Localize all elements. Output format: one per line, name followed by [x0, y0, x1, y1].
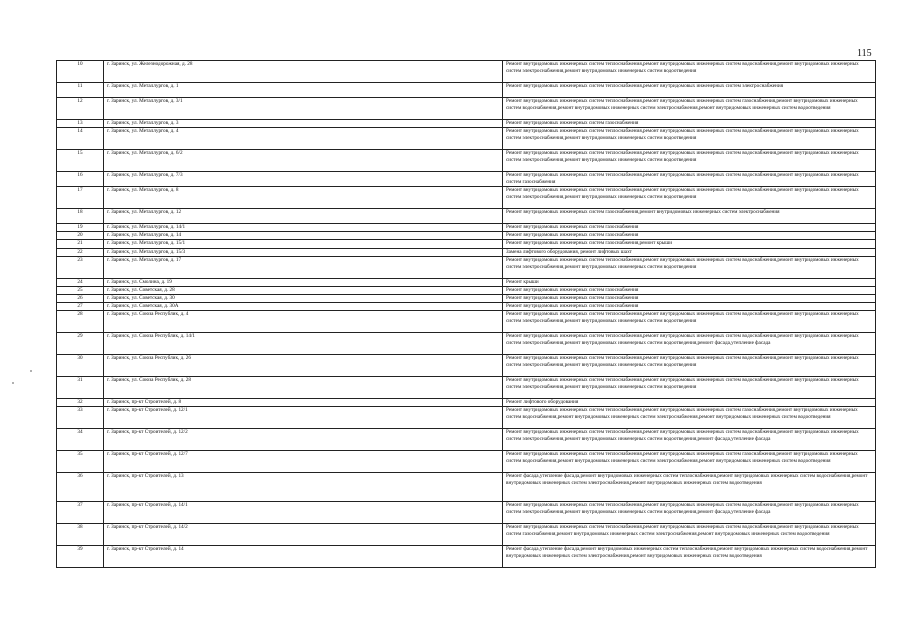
- row-works: Ремонт внутридомовых инженерных систем газоснабжения: [503, 224, 876, 232]
- works-table: [56, 60, 876, 568]
- table-row: [57, 248, 876, 256]
- row-works: Ремонт внутридомовых инженерных систем теплоснабжения,ремонт внутридомовых инженерных систем газоснабжения,ремонт внутридомовых инженерных систем водоснабжения,ремонт внутридомовых инженерных систем электроснабжения,ремонт внутридомовых инженерных систем водоотведения: [503, 407, 876, 429]
- row-address: г. Заринск, ул. Смолина, д. 19: [104, 278, 503, 286]
- row-address: г. Заринск, ул. Союза Республик, д. 26: [104, 355, 503, 377]
- row-number: 14: [57, 128, 104, 150]
- table-row: [57, 377, 876, 399]
- row-address: г. Заринск, ул. Металлургов, д. 17: [104, 256, 503, 278]
- table-row: [57, 399, 876, 407]
- table-row: [57, 333, 876, 355]
- table-row: [57, 546, 876, 568]
- table-row: [57, 473, 876, 502]
- table-row: [57, 128, 876, 150]
- row-number: 17: [57, 187, 104, 209]
- row-works: Ремонт фасада,утепление фасада,ремонт внутридомовых инженерных систем теплоснабжения,ремонт внутридомовых инженерных систем водоснабжения,ремонт внутридомовых инженерных систем электроснабжения,ремонт внутридомовых инженерных систем водоотведения: [503, 546, 876, 568]
- row-number: 26: [57, 294, 104, 302]
- row-works: Ремонт внутридомовых инженерных систем газоснабжения,ремонт внутридомовых инженерных систем электроснабжения: [503, 209, 876, 224]
- row-number: 29: [57, 333, 104, 355]
- row-address: г. Заринск, ул. Металлургов, д. 6/2: [104, 150, 503, 172]
- table-row: [57, 286, 876, 294]
- row-address: г. Заринск, ул. Металлургов, д. 15/3: [104, 248, 503, 256]
- table-row: [57, 172, 876, 187]
- table-row: [57, 429, 876, 451]
- table-row: [57, 524, 876, 546]
- row-number: 11: [57, 83, 104, 98]
- row-address: г. Заринск, пр-кт Строителей, д. 12/1: [104, 407, 503, 429]
- page-number: 115: [857, 48, 872, 59]
- row-works: Ремонт внутридомовых инженерных систем газоснабжения: [503, 302, 876, 310]
- row-number: 20: [57, 232, 104, 240]
- row-works: Ремонт внутридомовых инженерных систем газоснабжения: [503, 286, 876, 294]
- row-address: г. Заринск, ул. Железнодорожная, д. 28: [104, 61, 503, 83]
- table-row: [57, 311, 876, 333]
- row-number: 34: [57, 429, 104, 451]
- row-works: Замена лифтового оборудования, ремонт лифтовых шахт: [503, 248, 876, 256]
- row-number: 25: [57, 286, 104, 294]
- row-address: г. Заринск, ул. Металлургов, д. 7/3: [104, 172, 503, 187]
- row-number: 38: [57, 524, 104, 546]
- row-address: г. Заринск, пр-кт Строителей, д. 8: [104, 399, 503, 407]
- row-address: г. Заринск, ул. Металлургов, д. 8: [104, 187, 503, 209]
- table-row: [57, 150, 876, 172]
- row-works: Ремонт внутридомовых инженерных систем теплоснабжения,ремонт внутридомовых инженерных систем электроснабжения: [503, 83, 876, 98]
- row-works: Ремонт внутридомовых инженерных систем теплоснабжения,ремонт внутридомовых инженерных систем водоснабжения,ремонт внутридомовых инженерных систем электроснабжения,ремонт внутридомовых инженерных систем водоотведения: [503, 150, 876, 172]
- row-number: 39: [57, 546, 104, 568]
- row-number: 36: [57, 473, 104, 502]
- row-address: г. Заринск, ул. Союза Республик, д. 14/1: [104, 333, 503, 355]
- row-address: г. Заринск, ул. Металлургов, д. 3/1: [104, 98, 503, 120]
- table-row: [57, 355, 876, 377]
- table-body: [57, 61, 876, 568]
- row-address: г. Заринск, пр-кт Строителей, д. 12/7: [104, 451, 503, 473]
- row-number: 10: [57, 61, 104, 83]
- row-number: 15: [57, 150, 104, 172]
- row-works: Ремонт внутридомовых инженерных систем теплоснабжения,ремонт внутридомовых инженерных систем водоснабжения,ремонт внутридомовых инженерных систем электроснабжения,ремонт внутридомовых инженерных систем водоотведения,ремонт фасада,утепление фасада: [503, 429, 876, 451]
- row-works: Ремонт внутридомовых инженерных систем теплоснабжения,ремонт внутридомовых инженерных систем водоснабжения,ремонт внутридомовых инженерных систем газоснабжения: [503, 172, 876, 187]
- row-works: Ремонт внутридомовых инженерных систем газоснабжения,ремонт крыши: [503, 240, 876, 248]
- row-number: 32: [57, 399, 104, 407]
- row-number: 22: [57, 248, 104, 256]
- table-row: [57, 83, 876, 98]
- table-row: [57, 278, 876, 286]
- table-row: [57, 209, 876, 224]
- row-works: Ремонт внутридомовых инженерных систем газоснабжения: [503, 232, 876, 240]
- row-works: Ремонт внутридомовых инженерных систем теплоснабжения,ремонт внутридомовых инженерных систем водоснабжения,ремонт внутридомовых инженерных систем электроснабжения,ремонт внутридомовых инженерных систем водоотведения: [503, 256, 876, 278]
- row-number: 28: [57, 311, 104, 333]
- table-row: [57, 98, 876, 120]
- row-number: 27: [57, 302, 104, 310]
- row-address: г. Заринск, ул. Металлургов, д. 15/1: [104, 240, 503, 248]
- table-row: [57, 240, 876, 248]
- table-row: [57, 232, 876, 240]
- table-row: [57, 61, 876, 83]
- row-address: г. Заринск, ул. Металлургов, д. 4: [104, 128, 503, 150]
- row-works: Ремонт внутридомовых инженерных систем газоснабжения: [503, 294, 876, 302]
- row-works: Ремонт внутридомовых инженерных систем теплоснабжения,ремонт внутридомовых инженерных систем водоснабжения,ремонт внутридомовых инженерных систем электроснабжения,ремонт внутридомовых инженерных систем водоотведения: [503, 377, 876, 399]
- row-works: Ремонт внутридомовых инженерных систем теплоснабжения,ремонт внутридомовых инженерных систем водоснабжения,ремонт внутридомовых инженерных систем электроснабжения,ремонт внутридомовых инженерных систем водоотведения: [503, 128, 876, 150]
- row-works: Ремонт внутридомовых инженерных систем теплоснабжения,ремонт внутридомовых инженерных систем водоснабжения,ремонт внутридомовых инженерных систем электроснабжения,ремонт внутридомовых инженерных систем водоотведения: [503, 187, 876, 209]
- row-address: г. Заринск, ул. Советская, д. 30: [104, 294, 503, 302]
- table-row: [57, 256, 876, 278]
- row-works: Ремонт внутридомовых инженерных систем теплоснабжения,ремонт внутридомовых инженерных систем водоснабжения,ремонт внутридомовых инженерных систем электроснабжения,ремонт внутридомовых инженерных систем водоотведения,ремонт фасада,утепление фасада: [503, 333, 876, 355]
- row-address: г. Заринск, ул. Советская, д. 30А: [104, 302, 503, 310]
- row-number: 33: [57, 407, 104, 429]
- row-works: Ремонт внутридомовых инженерных систем теплоснабжения,ремонт внутридомовых инженерных систем водоснабжения,ремонт внутридомовых инженерных систем электроснабжения,ремонт внутридомовых инженерных систем водоотведения: [503, 355, 876, 377]
- scan-speck: [30, 370, 32, 372]
- row-number: 12: [57, 98, 104, 120]
- row-address: г. Заринск, пр-кт Строителей, д. 13: [104, 473, 503, 502]
- row-address: г. Заринск, пр-кт Строителей, д. 14/1: [104, 502, 503, 524]
- table-row: [57, 407, 876, 429]
- row-works: Ремонт внутридомовых инженерных систем теплоснабжения,ремонт внутридомовых инженерных систем газоснабжения,ремонт внутридомовых инженерных систем водоснабжения,ремонт внутридомовых инженерных систем электроснабжения,ремонт внутридомовых инженерных систем водоотведения: [503, 451, 876, 473]
- row-address: г. Заринск, ул. Металлургов, д. 12: [104, 209, 503, 224]
- row-number: 16: [57, 172, 104, 187]
- table-row: [57, 502, 876, 524]
- row-address: г. Заринск, ул. Металлургов, д. 14/1: [104, 224, 503, 232]
- row-address: г. Заринск, ул. Союза Республик, д. 28: [104, 377, 503, 399]
- row-number: 19: [57, 224, 104, 232]
- row-works: Ремонт внутридомовых инженерных систем газоснабжения: [503, 120, 876, 128]
- row-address: г. Заринск, ул. Советская, д. 28: [104, 286, 503, 294]
- row-works: Ремонт внутридомовых инженерных систем теплоснабжения,ремонт внутридомовых инженерных систем водоснабжения,ремонт внутридомовых инженерных систем электроснабжения,ремонт внутридомовых инженерных систем водоотведения: [503, 311, 876, 333]
- row-number: 35: [57, 451, 104, 473]
- row-address: г. Заринск, ул. Металлургов, д. 1: [104, 83, 503, 98]
- row-address: г. Заринск, пр-кт Строителей, д. 12/2: [104, 429, 503, 451]
- row-works: Ремонт внутридомовых инженерных систем теплоснабжения,ремонт внутридомовых инженерных систем водоснабжения,ремонт внутридомовых инженерных систем электроснабжения,ремонт внутридомовых инженерных систем водоотведения,ремонт фасада,утепление фасада: [503, 502, 876, 524]
- row-address: г. Заринск, ул. Металлургов, д. 3: [104, 120, 503, 128]
- row-number: 37: [57, 502, 104, 524]
- row-works: Ремонт внутридомовых инженерных систем теплоснабжения,ремонт внутридомовых инженерных систем водоснабжения,ремонт внутридомовых инженерных систем газоснабжения,ремонт внутридомовых инженерных систем электроснабжения,ремонт внутридомовых инженерных систем водоотведения: [503, 524, 876, 546]
- row-address: г. Заринск, ул. Союза Республик, д. 4: [104, 311, 503, 333]
- row-address: г. Заринск, ул. Металлургов, д. 14: [104, 232, 503, 240]
- table-row: [57, 224, 876, 232]
- scan-speck: [12, 382, 14, 384]
- table-row: [57, 451, 876, 473]
- table-row: [57, 294, 876, 302]
- table-row: [57, 120, 876, 128]
- row-number: 18: [57, 209, 104, 224]
- row-number: 24: [57, 278, 104, 286]
- row-number: 21: [57, 240, 104, 248]
- row-works: Ремонт лифтового оборудования: [503, 399, 876, 407]
- row-number: 23: [57, 256, 104, 278]
- table-row: [57, 302, 876, 310]
- row-number: 30: [57, 355, 104, 377]
- row-address: г. Заринск, пр-кт Строителей, д. 14/2: [104, 524, 503, 546]
- row-works: Ремонт крыши: [503, 278, 876, 286]
- row-number: 13: [57, 120, 104, 128]
- row-address: г. Заринск, пр-кт Строителей, д. 14: [104, 546, 503, 568]
- row-works: Ремонт внутридомовых инженерных систем теплоснабжения,ремонт внутридомовых инженерных систем газоснабжения,ремонт внутридомовых инженерных систем водоснабжения,ремонт внутридомовых инженерных систем электроснабжения,ремонт внутридомовых инженерных систем водоотведения: [503, 98, 876, 120]
- row-number: 31: [57, 377, 104, 399]
- row-works: Ремонт фасада,утепление фасада,ремонт внутридомовых инженерных систем теплоснабжения,ремонт внутридомовых инженерных систем водоснабжения,ремонт внутридомовых инженерных систем электроснабжения,ремонт внутридомовых инженерных систем водоотведения: [503, 473, 876, 502]
- table-row: [57, 187, 876, 209]
- row-works: Ремонт внутридомовых инженерных систем теплоснабжения,ремонт внутридомовых инженерных систем водоснабжения,ремонт внутридомовых инженерных систем электроснабжения,ремонт внутридомовых инженерных систем водоотведения: [503, 61, 876, 83]
